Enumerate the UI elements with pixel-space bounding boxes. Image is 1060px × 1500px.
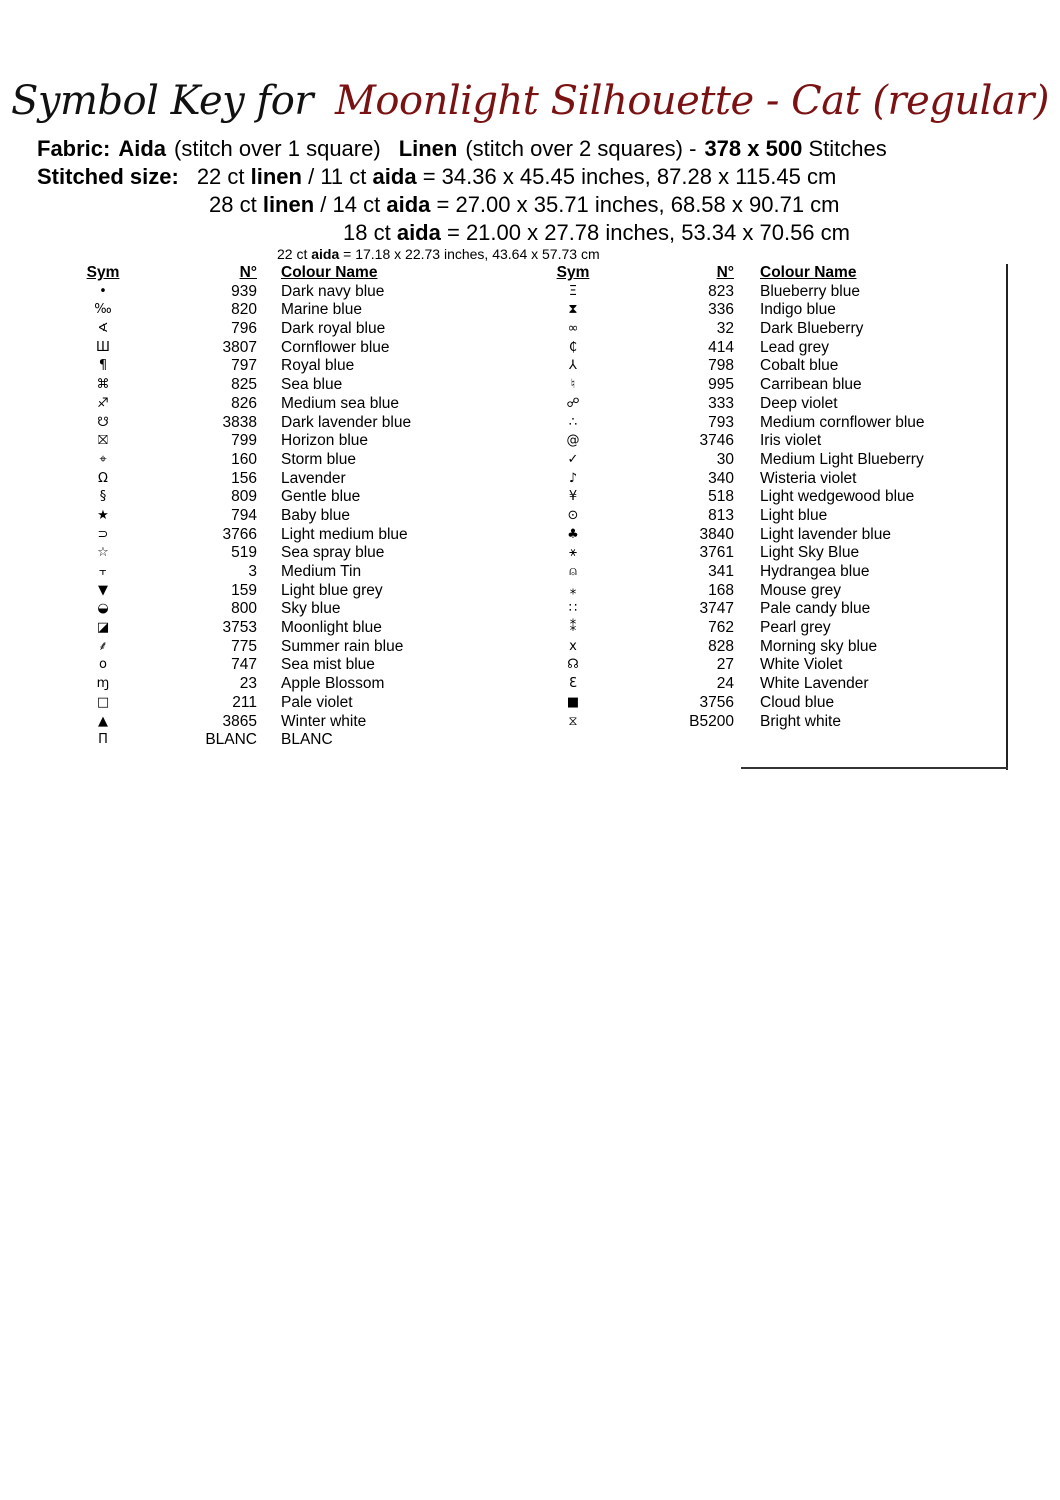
- symbol-icon: ♐: [97, 395, 109, 411]
- colour-name: Bright white: [760, 712, 841, 730]
- symbol-icon: §: [99, 489, 107, 505]
- symbol-icon: ♮: [570, 377, 576, 393]
- colour-name: Dark royal blue: [281, 320, 386, 338]
- symbol-icon: ⅄: [569, 358, 577, 374]
- colour-name: Sea spray blue: [281, 544, 385, 562]
- size-mid: / 14 ct: [320, 192, 381, 217]
- colour-name: White Lavender: [760, 675, 869, 693]
- size-value: = 34.36 x 45.45 inches, 87.28 x 115.45 cm: [422, 164, 837, 189]
- thread-number: 3753: [222, 619, 257, 637]
- colour-name: Winter white: [281, 712, 367, 730]
- colour-name: Sky blue: [281, 600, 341, 618]
- colour-name: Lead grey: [760, 338, 829, 356]
- symbol-icon: ⍝: [569, 564, 577, 579]
- symbol-icon: ▼: [98, 582, 108, 598]
- table-border-bottom: [741, 767, 1008, 769]
- thread-number: 939: [231, 282, 257, 300]
- thread-number: 3838: [222, 413, 257, 431]
- colour-name: Cloud blue: [760, 693, 835, 711]
- symbol-icon: ‰: [94, 302, 112, 318]
- thread-number: 820: [231, 301, 257, 319]
- size-value: = 17.18 x 22.73 inches, 43.64 x 57.73 cm: [343, 246, 600, 262]
- thread-number: 775: [231, 637, 257, 655]
- thread-number: 519: [231, 544, 257, 562]
- thread-number: 798: [708, 357, 734, 375]
- colour-name: Apple Blossom: [281, 675, 385, 693]
- stitched-size-line-2: [209, 192, 840, 218]
- colour-name: Blueberry blue: [760, 282, 860, 300]
- symbol-icon: ¶: [98, 358, 108, 374]
- thread-number: 828: [708, 637, 734, 655]
- colour-name: Carribean blue: [760, 376, 862, 394]
- size-aida: aida: [372, 164, 417, 189]
- fabric-aida-note: (stitch over 1 square): [174, 136, 381, 161]
- size-count: 18 ct: [343, 220, 391, 245]
- colour-name: Iris violet: [760, 432, 822, 450]
- symbol-icon: ⫟: [99, 564, 107, 579]
- colour-name: Sea blue: [281, 376, 343, 394]
- thread-number: 3747: [699, 600, 734, 618]
- size-aida: aida: [396, 220, 441, 245]
- symbol-icon: ⌖: [99, 451, 107, 467]
- symbol-icon: ☆: [97, 545, 109, 561]
- colour-name: Royal blue: [281, 357, 355, 375]
- symbol-icon: ¥: [568, 489, 578, 505]
- thread-number: 3761: [699, 544, 734, 562]
- thread-number: 156: [231, 469, 257, 487]
- colour-name: Light lavender blue: [760, 525, 891, 543]
- fabric-linen: Linen: [398, 136, 458, 161]
- colour-name: Dark lavender blue: [281, 413, 412, 431]
- symbol-icon: ⧗: [568, 302, 578, 318]
- thread-number: 3766: [222, 525, 257, 543]
- title-prefix: Symbol Key for: [11, 78, 313, 124]
- symbol-icon: ⁎: [569, 582, 577, 598]
- symbol-icon: ⊃: [97, 526, 109, 542]
- symbol-icon: ◒: [97, 601, 109, 617]
- symbol-icon: ☊: [567, 657, 579, 673]
- header-num: N°: [716, 264, 734, 281]
- colour-name: Medium cornflower blue: [760, 413, 925, 431]
- thread-number: 211: [232, 693, 257, 711]
- thread-number: 809: [231, 488, 257, 506]
- table-border-right: [1006, 264, 1008, 770]
- header-name: Colour Name: [760, 264, 857, 281]
- colour-name: Mouse grey: [760, 581, 841, 599]
- colour-name: Light blue grey: [281, 581, 383, 599]
- symbol-icon: ∞: [567, 321, 579, 337]
- thread-number: 813: [708, 506, 734, 524]
- colour-name: Morning sky blue: [760, 637, 878, 655]
- fabric-label: Fabric:: [37, 136, 111, 161]
- symbol-icon: ♣: [567, 526, 579, 542]
- symbol-icon: ⊙: [567, 507, 579, 523]
- thread-number: 797: [231, 357, 257, 375]
- symbol-icon: ■: [566, 694, 580, 710]
- thread-number: 341: [708, 563, 734, 580]
- size-linen: linen: [262, 192, 315, 217]
- thread-number: 762: [708, 619, 734, 637]
- header-num: N°: [239, 264, 257, 281]
- symbol-icon: ⁑: [569, 620, 577, 636]
- colour-name: Hydrangea blue: [760, 563, 870, 580]
- thread-number: B5200: [689, 712, 734, 730]
- thread-number: BLANC: [205, 731, 257, 749]
- symbol-icon: ⛝: [98, 433, 108, 449]
- colour-name: Medium sea blue: [281, 394, 400, 412]
- thread-number: 168: [708, 581, 734, 599]
- symbol-icon: ☍: [566, 395, 580, 411]
- colour-name: Pale candy blue: [760, 600, 871, 618]
- colour-name: Dark navy blue: [281, 282, 385, 300]
- thread-number: 799: [231, 432, 257, 450]
- colour-name: White Violet: [760, 656, 843, 674]
- symbol-icon: ɱ: [96, 676, 110, 692]
- thread-number: 995: [708, 376, 734, 394]
- colour-name: Light wedgewood blue: [760, 488, 915, 506]
- header-name: Colour Name: [281, 264, 378, 281]
- colour-name: Wisteria violet: [760, 469, 857, 487]
- colour-name: Pale violet: [281, 693, 353, 711]
- thread-number: 3756: [699, 693, 734, 711]
- symbol-icon: ✓: [567, 451, 579, 467]
- colour-name: Summer rain blue: [281, 637, 404, 655]
- thread-number: 159: [231, 581, 257, 599]
- thread-number: 333: [708, 394, 734, 412]
- symbol-icon: □: [96, 694, 110, 710]
- size-mid: / 11 ct: [308, 164, 367, 189]
- header-sym: Sym: [86, 264, 120, 281]
- thread-number: 27: [716, 656, 734, 674]
- thread-number: 747: [231, 656, 257, 674]
- fabric-aida: Aida: [118, 136, 167, 161]
- fabric-stitches: Stitches: [808, 136, 887, 161]
- header-sym: Sym: [556, 264, 590, 281]
- fabric-dimensions: 378 x 500: [704, 136, 803, 161]
- colour-name: BLANC: [281, 731, 333, 749]
- colour-name: Gentle blue: [281, 488, 361, 506]
- symbol-icon: ∴: [568, 414, 578, 430]
- thread-number: 32: [716, 320, 734, 338]
- thread-number: 800: [231, 600, 257, 618]
- thread-number: 796: [231, 320, 257, 338]
- colour-name: Moonlight blue: [281, 619, 382, 637]
- thread-number: 3746: [699, 432, 734, 450]
- symbol-icon: ⚹: [569, 545, 577, 561]
- colour-name: Indigo blue: [760, 301, 836, 319]
- thread-number: 23: [239, 675, 257, 693]
- size-count: 22 ct: [196, 164, 245, 189]
- symbol-icon: o: [99, 657, 107, 673]
- colour-name: Light Sky Blue: [760, 544, 860, 562]
- colour-name: Cornflower blue: [281, 338, 390, 356]
- colour-name: Storm blue: [281, 450, 356, 468]
- symbol-icon: ⸙: [98, 638, 108, 654]
- symbol-icon: @: [566, 433, 580, 449]
- stitched-size-line-1: [37, 164, 836, 190]
- page-title: [0, 78, 1060, 124]
- symbol-icon: •: [99, 283, 107, 299]
- colour-name: Marine blue: [281, 301, 362, 319]
- size-aida: aida: [386, 192, 431, 217]
- symbol-icon: Ξ: [568, 283, 578, 299]
- fabric-line: [37, 136, 887, 162]
- colour-name: Dark Blueberry: [760, 320, 864, 338]
- size-count: 28 ct: [209, 192, 257, 217]
- size-count: 22 ct: [277, 246, 308, 262]
- thread-number: 3: [248, 563, 257, 580]
- symbol-icon: ∷: [568, 601, 578, 617]
- stitched-size-label: Stitched size:: [37, 164, 179, 189]
- thread-number: 160: [231, 450, 257, 468]
- symbol-icon: Π: [98, 732, 108, 748]
- stitched-size-line-3: [343, 220, 850, 246]
- colour-name: Light medium blue: [281, 525, 408, 543]
- symbol-icon: Ш: [96, 339, 110, 355]
- colour-name: Sea mist blue: [281, 656, 375, 674]
- stitched-size-line-4: [277, 246, 600, 262]
- thread-number: 340: [708, 469, 734, 487]
- size-value: = 21.00 x 27.78 inches, 53.34 x 70.56 cm: [446, 220, 850, 245]
- colour-name: Baby blue: [281, 506, 350, 524]
- thread-number: 825: [231, 376, 257, 394]
- symbol-icon: Ɛ: [569, 676, 577, 692]
- thread-number: 414: [708, 338, 734, 356]
- symbol-icon: ₵: [568, 339, 578, 355]
- pattern-name: Moonlight Silhouette - Cat (regular): [334, 78, 1049, 124]
- colour-name: Medium Light Blueberry: [760, 450, 924, 468]
- thread-number: 336: [708, 301, 734, 319]
- thread-number: 793: [708, 413, 734, 431]
- colour-name: Deep violet: [760, 394, 838, 412]
- thread-number: 794: [231, 506, 257, 524]
- colour-name: Medium Tin: [281, 563, 362, 580]
- symbol-icon: ☋: [97, 414, 109, 430]
- thread-number: 30: [716, 450, 734, 468]
- thread-number: 826: [231, 394, 257, 412]
- colour-name: Lavender: [281, 469, 346, 487]
- size-value: = 27.00 x 35.71 inches, 68.58 x 90.71 cm: [436, 192, 840, 217]
- symbol-icon: ★: [97, 507, 109, 523]
- colour-name: Light blue: [760, 506, 828, 524]
- thread-number: 24: [716, 675, 734, 693]
- colour-name: Cobalt blue: [760, 357, 839, 375]
- symbol-icon: Ω: [98, 470, 108, 486]
- thread-number: 3865: [222, 712, 257, 730]
- symbol-icon: ⌘: [96, 377, 110, 393]
- size-aida: aida: [311, 246, 340, 262]
- thread-number: 3807: [222, 338, 257, 356]
- symbol-icon: ∢: [97, 321, 109, 337]
- symbol-icon: ♪: [568, 470, 578, 486]
- thread-number: 823: [708, 282, 734, 300]
- thread-number: 518: [708, 488, 734, 506]
- symbol-icon: ⧖: [568, 713, 578, 729]
- symbol-icon: ▲: [98, 713, 108, 729]
- size-linen: linen: [250, 164, 302, 189]
- fabric-linen-note: (stitch over 2 squares) -: [465, 136, 697, 161]
- thread-number: 3840: [699, 525, 734, 543]
- colour-name: Pearl grey: [760, 619, 831, 637]
- symbol-icon: ◪: [96, 620, 110, 636]
- symbol-icon: x: [569, 638, 577, 654]
- colour-name: Horizon blue: [281, 432, 369, 450]
